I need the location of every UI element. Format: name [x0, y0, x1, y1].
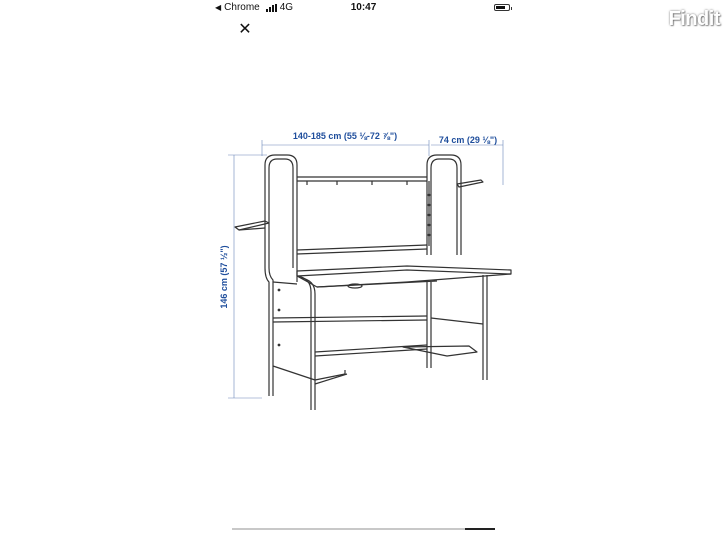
close-icon[interactable]: ✕: [238, 21, 252, 38]
network-label: 4G: [279, 2, 294, 13]
depth-dimension-label: 74 cm (29 ⅛"): [438, 135, 498, 145]
scroll-position-indicator: [465, 528, 495, 530]
height-dimension-label: 146 cm (57 ½"): [219, 245, 229, 309]
home-indicator: [232, 528, 494, 530]
status-time: 10:47: [350, 2, 377, 13]
desk-line-art: [235, 155, 511, 410]
width-dimension-label: 140-185 cm (55 ⅛-72 ⅞"): [292, 131, 398, 141]
phone-screen: [207, 0, 520, 546]
findit-watermark: Findit: [668, 8, 720, 30]
back-app-label: Chrome: [224, 2, 260, 13]
desk-dimension-drawing: [207, 0, 520, 546]
back-arrow-icon: ◀: [215, 3, 222, 12]
